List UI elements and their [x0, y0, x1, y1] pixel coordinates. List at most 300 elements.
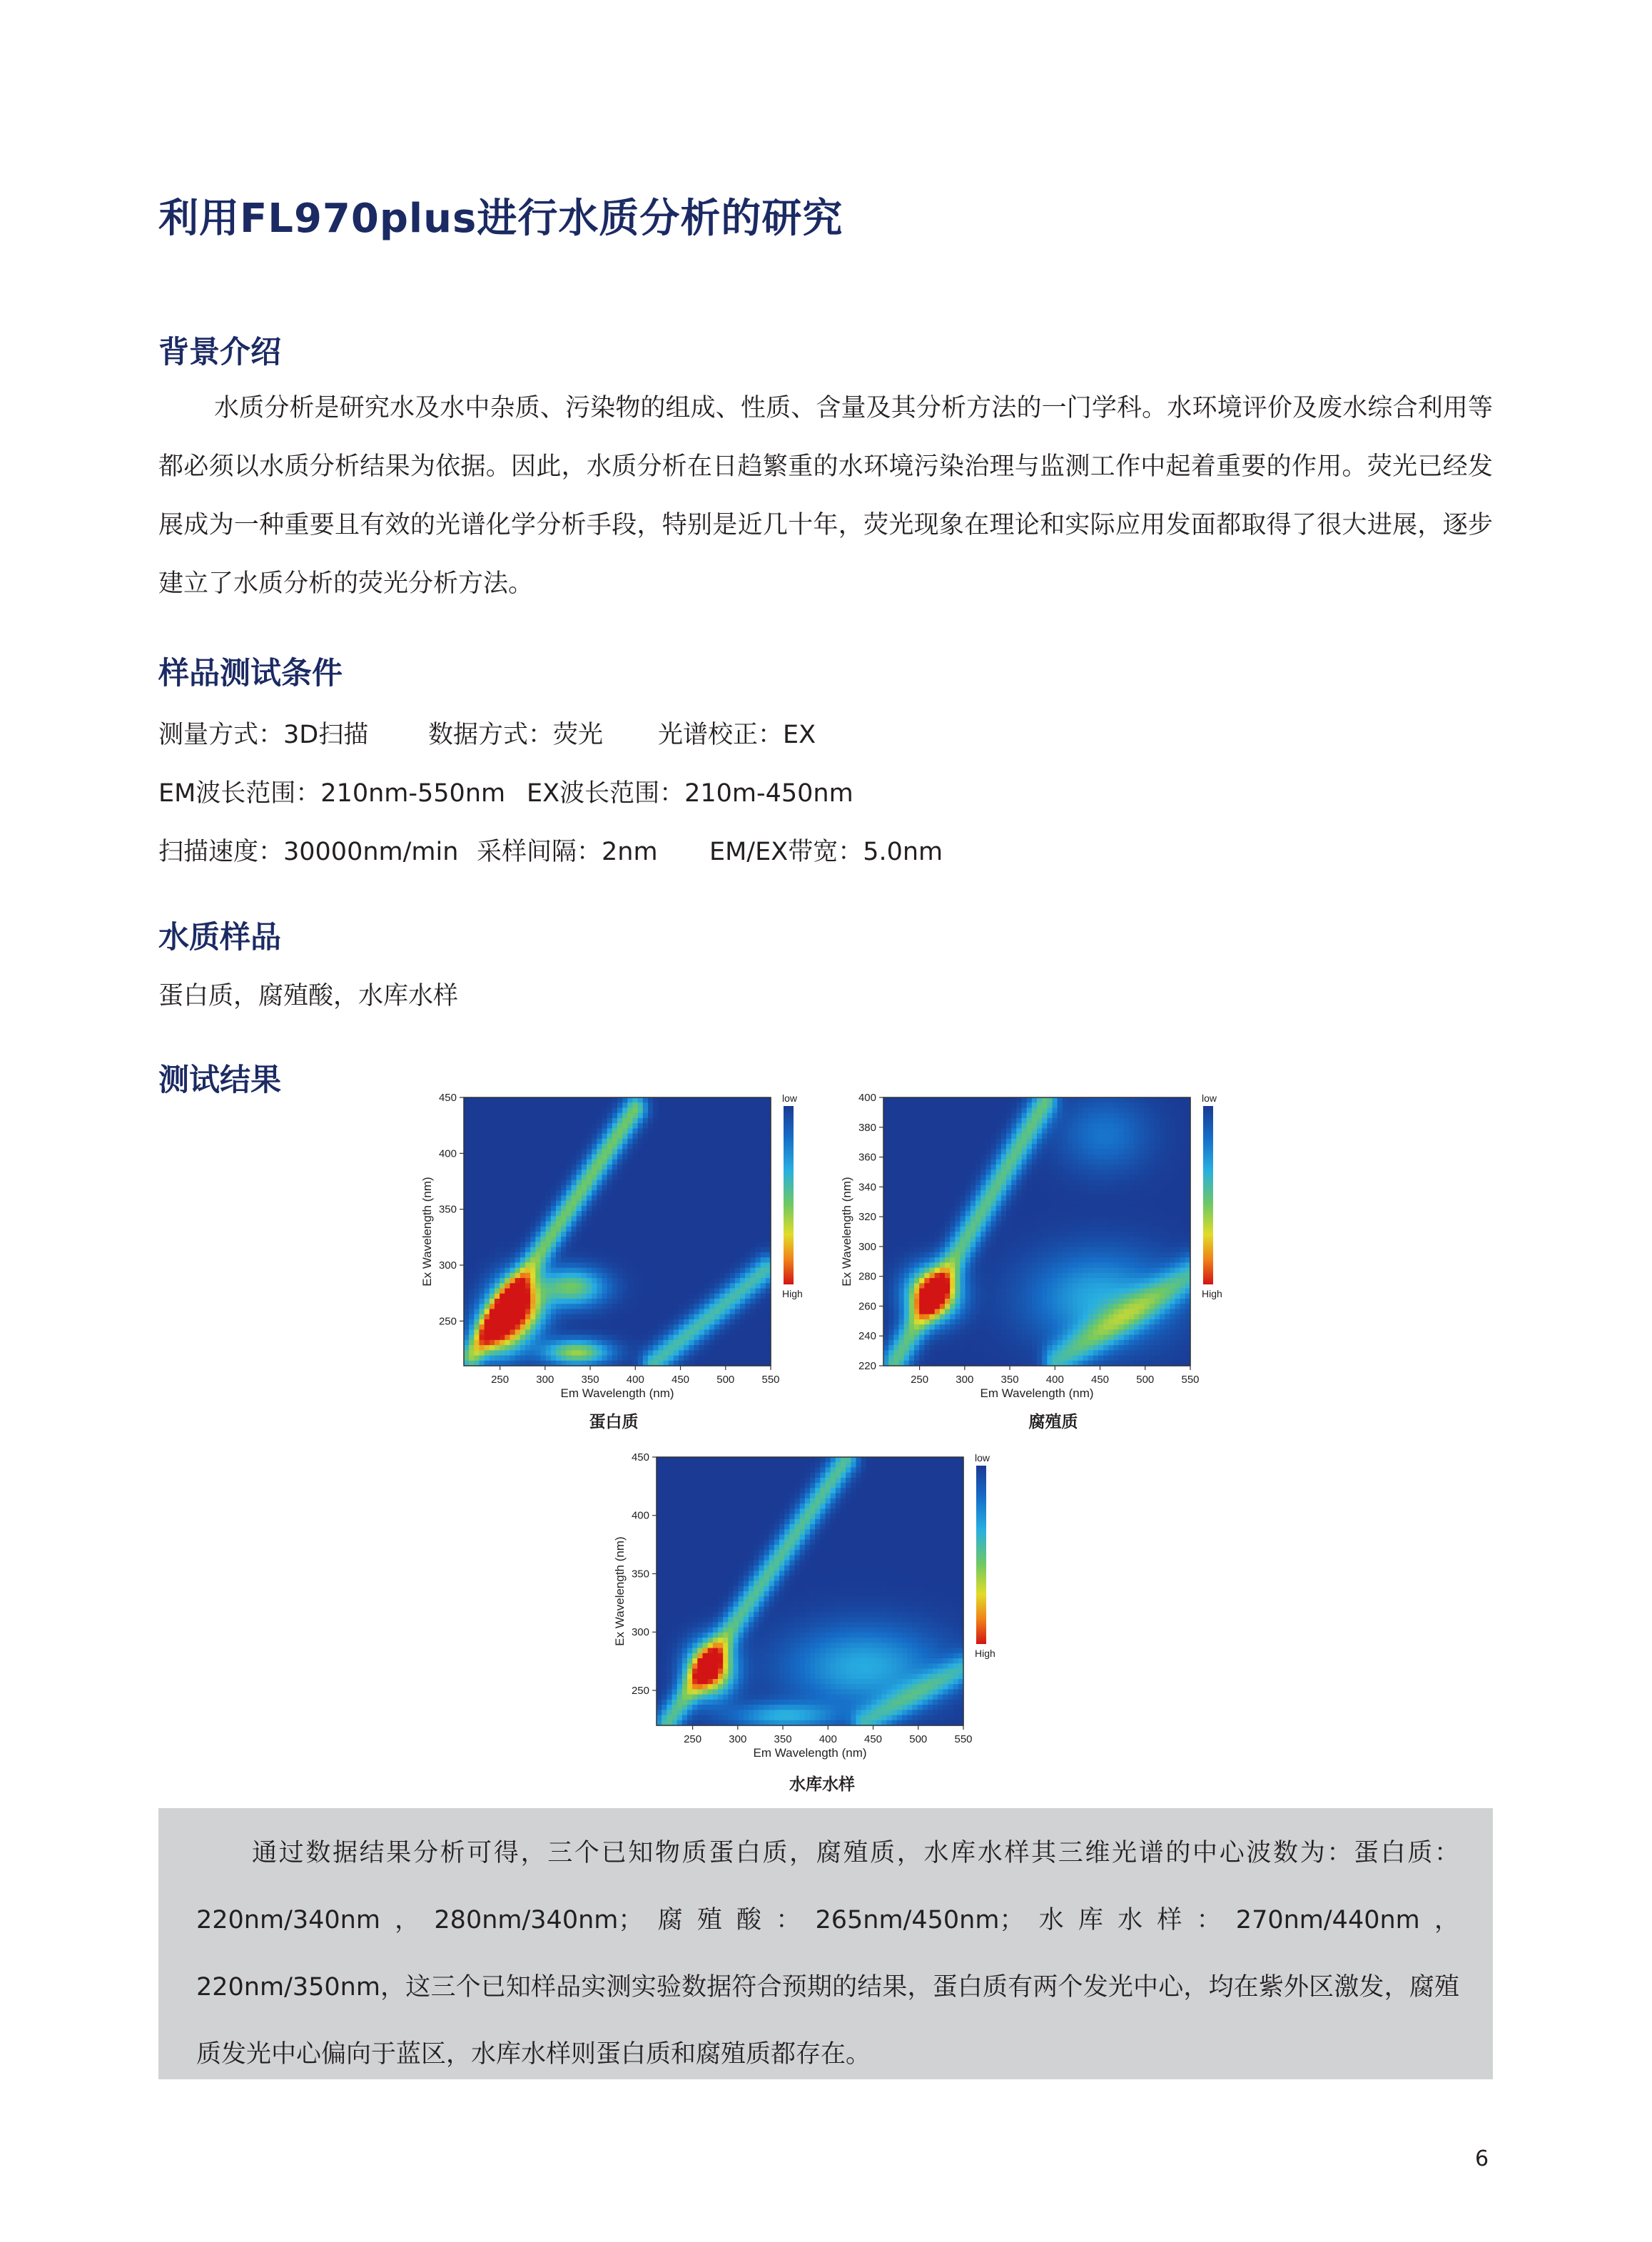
heatmap-cell	[745, 1268, 751, 1274]
heatmap-cell	[530, 1201, 536, 1207]
heatmap-cell	[699, 1309, 705, 1314]
heatmap-cell	[719, 1356, 725, 1361]
heatmap-cell	[945, 1314, 951, 1320]
heatmap-cell	[1032, 1356, 1038, 1361]
heatmap-cell	[520, 1319, 526, 1325]
heatmap-cell	[899, 1144, 905, 1150]
heatmap-cell	[669, 1237, 674, 1242]
heatmap-cell	[704, 1283, 710, 1289]
heatmap-cell	[893, 1227, 899, 1232]
heatmap-cell	[689, 1180, 694, 1186]
heatmap-cell	[914, 1123, 920, 1129]
heatmap-cell	[945, 1128, 951, 1134]
heatmap-cell	[577, 1324, 582, 1330]
heatmap-cell	[924, 1289, 930, 1294]
heatmap-cell	[719, 1123, 725, 1129]
heatmap-cell	[730, 1216, 736, 1222]
heatmap-cell	[592, 1180, 597, 1186]
heatmap-cell	[633, 1329, 639, 1335]
heatmap-cell	[679, 1216, 684, 1222]
heatmap-cell	[556, 1175, 562, 1180]
heatmap-cell	[1011, 1123, 1017, 1129]
heatmap-cell	[577, 1309, 582, 1314]
heatmap-cell	[966, 1222, 971, 1227]
heatmap-cell	[971, 1257, 976, 1263]
heatmap-cell	[761, 1123, 766, 1129]
heatmap-cell	[976, 1155, 981, 1160]
heatmap-cell	[587, 1185, 592, 1191]
heatmap-cell	[664, 1175, 669, 1180]
heatmap-cell	[976, 1211, 981, 1217]
heatmap-cell	[500, 1247, 505, 1253]
heatmap-cell	[914, 1257, 920, 1263]
heatmap-cell	[919, 1155, 925, 1160]
heatmap-cell	[1037, 1283, 1043, 1289]
heatmap-cell	[735, 1155, 741, 1160]
heatmap-cell	[607, 1216, 613, 1222]
heatmap-cell	[761, 1340, 766, 1346]
heatmap-cell	[633, 1283, 639, 1289]
condition-sampling-interval: 采样间隔：2nm	[477, 838, 658, 866]
y-tick-label: 400	[438, 1147, 457, 1160]
heatmap-cell	[510, 1247, 516, 1253]
heatmap-cell	[924, 1160, 930, 1165]
heatmap-cell	[617, 1309, 623, 1314]
heatmap-cell	[495, 1149, 500, 1155]
heatmap-cell	[577, 1345, 582, 1351]
heatmap-cell	[980, 1102, 986, 1108]
heatmap-cell	[525, 1350, 531, 1356]
heatmap-cell	[1032, 1324, 1038, 1330]
heatmap-cell	[694, 1340, 700, 1346]
heatmap-cell	[556, 1232, 562, 1237]
heatmap-cell	[592, 1350, 597, 1356]
heatmap-cell	[714, 1309, 720, 1314]
heatmap-cell	[474, 1211, 480, 1217]
heatmap-cell	[582, 1345, 587, 1351]
heatmap-cell	[756, 1309, 761, 1314]
heatmap-cell	[940, 1113, 946, 1119]
heatmap-cell	[961, 1149, 966, 1155]
heatmap-cell	[607, 1356, 613, 1361]
heatmap-cell	[756, 1278, 761, 1284]
heatmap-cell	[924, 1144, 930, 1150]
heatmap-cell	[750, 1190, 756, 1196]
heatmap-cell	[648, 1340, 654, 1346]
heatmap-cell	[648, 1356, 654, 1361]
heatmap-cell	[510, 1113, 516, 1119]
heatmap-cell	[592, 1165, 597, 1170]
heatmap-cell	[480, 1350, 485, 1356]
heatmap-cell	[510, 1335, 516, 1341]
heatmap-cell	[643, 1222, 649, 1227]
heatmap-cell	[750, 1268, 756, 1274]
heatmap-cell	[883, 1304, 889, 1309]
heatmap-cell	[464, 1299, 470, 1304]
heatmap-cell	[648, 1278, 654, 1284]
heatmap-cell	[689, 1123, 694, 1129]
heatmap-cell	[622, 1345, 628, 1351]
heatmap-cell	[930, 1299, 936, 1304]
heatmap-cell	[899, 1242, 905, 1247]
heatmap-cell	[761, 1335, 766, 1341]
heatmap-cell	[546, 1314, 552, 1320]
heatmap-cell	[648, 1190, 654, 1196]
heatmap-cell	[730, 1190, 736, 1196]
heatmap-cell	[714, 1107, 720, 1113]
heatmap-cell	[996, 1319, 1002, 1325]
heatmap-cell	[955, 1242, 961, 1247]
heatmap-cell	[1022, 1195, 1028, 1201]
heatmap-cell	[469, 1097, 475, 1103]
heatmap-cell	[551, 1175, 557, 1180]
heatmap-cell	[474, 1216, 480, 1222]
heatmap-cell	[495, 1350, 500, 1356]
heatmap-cell	[520, 1329, 526, 1335]
heatmap-cell	[535, 1329, 541, 1335]
heatmap-cell	[756, 1195, 761, 1201]
heatmap-cell	[704, 1134, 710, 1140]
heatmap-cell	[679, 1329, 684, 1335]
heatmap-cell	[888, 1237, 894, 1242]
heatmap-cell	[883, 1185, 889, 1191]
heatmap-cell	[669, 1262, 674, 1268]
heatmap-cell	[1042, 1232, 1048, 1237]
heatmap-cell	[745, 1289, 751, 1294]
heatmap-cell	[761, 1262, 766, 1268]
heatmap-cell	[883, 1350, 889, 1356]
heatmap-cell	[485, 1216, 490, 1222]
heatmap-cell	[1027, 1180, 1033, 1186]
heatmap-cell	[530, 1097, 536, 1103]
heatmap-cell	[633, 1232, 639, 1237]
heatmap-cell	[602, 1216, 608, 1222]
heatmap-cell	[1058, 1165, 1063, 1170]
heatmap-cell	[485, 1247, 490, 1253]
heatmap-cell	[1016, 1216, 1022, 1222]
heatmap-cell	[597, 1102, 602, 1108]
heatmap-cell	[1042, 1283, 1048, 1289]
heatmap-cell	[725, 1139, 731, 1145]
heatmap-cell	[627, 1227, 633, 1232]
heatmap-cell	[714, 1190, 720, 1196]
heatmap-cell	[658, 1144, 664, 1150]
heatmap-cell	[664, 1170, 669, 1175]
heatmap-cell	[592, 1340, 597, 1346]
heatmap-cell	[750, 1144, 756, 1150]
heatmap-cell	[546, 1180, 552, 1186]
heatmap-cell	[464, 1165, 470, 1170]
heatmap-cell	[980, 1149, 986, 1155]
heatmap-cell	[980, 1252, 986, 1258]
heatmap-cell	[1047, 1273, 1053, 1279]
heatmap-cell	[469, 1180, 475, 1186]
heatmap-cell	[756, 1294, 761, 1299]
heatmap-cell	[694, 1134, 700, 1140]
heatmap-cell	[955, 1180, 961, 1186]
heatmap-cell	[556, 1345, 562, 1351]
heatmap-cell	[719, 1139, 725, 1145]
heatmap-cell	[525, 1356, 531, 1361]
heatmap-cell	[966, 1242, 971, 1247]
heatmap-cell	[914, 1329, 920, 1335]
heatmap-cell	[750, 1237, 756, 1242]
heatmap-cell	[991, 1268, 997, 1274]
heatmap-cell	[607, 1139, 613, 1145]
heatmap-cell	[971, 1252, 976, 1258]
heatmap-cell	[679, 1190, 684, 1196]
heatmap-cell	[1006, 1350, 1012, 1356]
heatmap-cell	[607, 1309, 613, 1314]
heatmap-cell	[1042, 1329, 1048, 1335]
heatmap-cell	[648, 1242, 654, 1247]
heatmap-cell	[658, 1262, 664, 1268]
heatmap-cell	[582, 1128, 587, 1134]
heatmap-cell	[909, 1128, 915, 1134]
heatmap-cell	[592, 1289, 597, 1294]
heatmap-cell	[592, 1335, 597, 1341]
heatmap-cell	[709, 1257, 715, 1263]
heatmap-cell	[1058, 1107, 1063, 1113]
heatmap-cell	[572, 1324, 577, 1330]
heatmap-cell	[669, 1247, 674, 1253]
heatmap-cell	[1022, 1319, 1028, 1325]
heatmap-cell	[643, 1195, 649, 1201]
heatmap-cell	[669, 1113, 674, 1119]
heatmap-cell	[469, 1314, 475, 1320]
heatmap-cell	[1027, 1195, 1033, 1201]
heatmap-cell	[592, 1262, 597, 1268]
heatmap-cell	[505, 1227, 510, 1232]
heatmap-cell	[971, 1278, 976, 1284]
heatmap-cell	[730, 1107, 736, 1113]
heatmap-cell	[556, 1190, 562, 1196]
heatmap-cell	[730, 1252, 736, 1258]
heatmap-cell	[612, 1097, 618, 1103]
heatmap-cell	[888, 1350, 894, 1356]
heatmap-cell	[756, 1232, 761, 1237]
heatmap-cell	[490, 1252, 495, 1258]
heatmap-cell	[924, 1118, 930, 1124]
heatmap-cell	[725, 1335, 731, 1341]
heatmap-cell	[622, 1289, 628, 1294]
heatmap-cell	[495, 1206, 500, 1212]
heatmap-cell	[535, 1149, 541, 1155]
heatmap-cell	[1011, 1309, 1017, 1314]
heatmap-cell	[966, 1097, 971, 1103]
heatmap-cell	[664, 1268, 669, 1274]
heatmap-cell	[1001, 1227, 1007, 1232]
heatmap-cell	[638, 1123, 644, 1129]
heatmap-cell	[561, 1175, 567, 1180]
heatmap-cell	[525, 1319, 531, 1325]
heatmap-cell	[464, 1195, 470, 1201]
heatmap-cell	[961, 1257, 966, 1263]
heatmap-cell	[648, 1237, 654, 1242]
heatmap-cell	[684, 1128, 689, 1134]
heatmap-cell	[495, 1123, 500, 1129]
heatmap-cell	[930, 1097, 936, 1103]
heatmap-cell	[1006, 1247, 1012, 1253]
heatmap-cell	[551, 1304, 557, 1309]
heatmap-cell	[745, 1128, 751, 1134]
heatmap-cell	[541, 1170, 547, 1175]
heatmap-cell	[1032, 1319, 1038, 1325]
heatmap-cell	[643, 1283, 649, 1289]
heatmap-cell	[893, 1329, 899, 1335]
heatmap-cell	[485, 1165, 490, 1170]
heatmap-cell	[664, 1180, 669, 1186]
heatmap-cell	[597, 1257, 602, 1263]
heatmap-cell	[735, 1262, 741, 1268]
heatmap-cell	[924, 1252, 930, 1258]
heatmap-cell	[480, 1257, 485, 1263]
heatmap-cell	[961, 1232, 966, 1237]
heatmap-cell	[976, 1180, 981, 1186]
heatmap-cell	[469, 1304, 475, 1309]
heatmap-cell	[684, 1262, 689, 1268]
heatmap-cell	[464, 1232, 470, 1237]
heatmap-cell	[893, 1257, 899, 1263]
heatmap-cell	[1058, 1319, 1063, 1325]
heatmap-cell	[500, 1319, 505, 1325]
heatmap-cell	[924, 1324, 930, 1330]
heatmap-cell	[658, 1237, 664, 1242]
heatmap-cell	[607, 1118, 613, 1124]
heatmap-cell	[658, 1160, 664, 1165]
heatmap-cell	[719, 1165, 725, 1170]
heatmap-cell	[572, 1329, 577, 1335]
heatmap-cell	[622, 1211, 628, 1217]
heatmap-cell	[740, 1211, 746, 1217]
heatmap-cell	[495, 1289, 500, 1294]
heatmap-cell	[674, 1304, 679, 1309]
heatmap-cell	[607, 1206, 613, 1212]
heatmap-cell	[1053, 1262, 1058, 1268]
heatmap-cell	[966, 1195, 971, 1201]
heatmap-cell	[520, 1227, 526, 1232]
heatmap-cell	[653, 1139, 659, 1145]
heatmap-cell	[541, 1289, 547, 1294]
heatmap-cell	[1042, 1139, 1048, 1145]
heatmap-cell	[551, 1216, 557, 1222]
heatmap-cell	[1001, 1155, 1007, 1160]
heatmap-cell	[924, 1102, 930, 1108]
heatmap-cell	[495, 1237, 500, 1242]
heatmap-cell	[607, 1160, 613, 1165]
heatmap-cell	[500, 1304, 505, 1309]
heatmap-cell	[950, 1299, 956, 1304]
heatmap-cell	[756, 1180, 761, 1186]
heatmap-cell	[714, 1170, 720, 1175]
heatmap-cell	[566, 1211, 572, 1217]
heatmap-cell	[730, 1102, 736, 1108]
heatmap-cell	[510, 1340, 516, 1346]
heatmap-cell	[551, 1283, 557, 1289]
heatmap-cell	[996, 1180, 1002, 1186]
heatmap-cell	[612, 1289, 618, 1294]
heatmap-cell	[480, 1283, 485, 1289]
heatmap-cell	[485, 1299, 490, 1304]
heatmap-cell	[485, 1257, 490, 1263]
heatmap-cell	[991, 1155, 997, 1160]
heatmap-cell	[966, 1180, 971, 1186]
heatmap-cell	[699, 1319, 705, 1325]
heatmap-cell	[719, 1314, 725, 1320]
heatmap-cell	[607, 1345, 613, 1351]
heatmap-cell	[612, 1190, 618, 1196]
heatmap-cell	[490, 1319, 495, 1325]
heatmap-cell	[607, 1335, 613, 1341]
heatmap-cell	[991, 1175, 997, 1180]
heatmap-cell	[955, 1201, 961, 1207]
heatmap-cell	[515, 1299, 521, 1304]
heatmap-cell	[980, 1278, 986, 1284]
heatmap-cell	[622, 1314, 628, 1320]
heatmap-cell	[761, 1294, 766, 1299]
heatmap-cell	[980, 1097, 986, 1103]
heatmap-cell	[725, 1206, 731, 1212]
heatmap-cell	[582, 1335, 587, 1341]
heatmap-cell	[602, 1232, 608, 1237]
heatmap-cell	[485, 1314, 490, 1320]
heatmap-cell	[756, 1314, 761, 1320]
heatmap-cell	[899, 1252, 905, 1258]
heatmap-cell	[597, 1319, 602, 1325]
heatmap-cell	[653, 1324, 659, 1330]
heatmap-cell	[888, 1227, 894, 1232]
heatmap-cell	[980, 1289, 986, 1294]
heatmap-cell	[485, 1206, 490, 1212]
heatmap-cell	[1037, 1294, 1043, 1299]
heatmap-cell	[971, 1155, 976, 1160]
heatmap-cell	[582, 1299, 587, 1304]
heatmap-cell	[1032, 1139, 1038, 1145]
heatmap-cell	[735, 1175, 741, 1180]
heatmap-cell	[955, 1149, 961, 1155]
heatmap-cell	[750, 1299, 756, 1304]
heatmap-cell	[1063, 1118, 1068, 1124]
heatmap-cell	[495, 1222, 500, 1227]
heatmap-cell	[976, 1160, 981, 1165]
heatmap-cell	[664, 1350, 669, 1356]
heatmap-cell	[756, 1134, 761, 1140]
heatmap-cell	[704, 1160, 710, 1165]
y-tick-label: 350	[438, 1203, 457, 1216]
heatmap-cell	[1042, 1262, 1048, 1268]
heatmap-cell	[991, 1289, 997, 1294]
heatmap-cell	[914, 1134, 920, 1140]
heatmap-cell	[485, 1227, 490, 1232]
heatmap-cell	[883, 1314, 889, 1320]
heatmap-cell	[950, 1289, 956, 1294]
heatmap-cell	[597, 1155, 602, 1160]
heatmap-cell	[689, 1190, 694, 1196]
heatmap-cell	[899, 1299, 905, 1304]
heatmap-cell	[627, 1201, 633, 1207]
heatmap-cell	[699, 1211, 705, 1217]
heatmap-cell	[924, 1139, 930, 1145]
heatmap-cell	[1032, 1216, 1038, 1222]
heatmap-cell	[1016, 1097, 1022, 1103]
heatmap-cell	[469, 1335, 475, 1341]
heatmap-cell	[490, 1268, 495, 1274]
heatmap-cell	[658, 1319, 664, 1325]
heatmap-cell	[572, 1123, 577, 1129]
heatmap-cell	[505, 1232, 510, 1237]
heatmap-cell	[551, 1356, 557, 1361]
heatmap-cell	[1006, 1113, 1012, 1119]
